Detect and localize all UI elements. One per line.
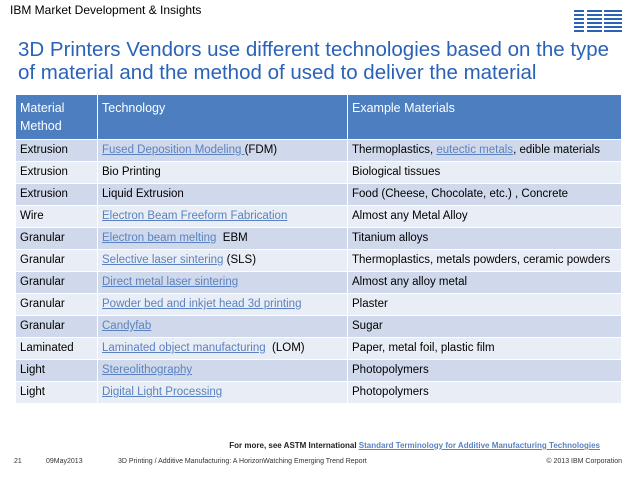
technology-link[interactable]: Candyfab <box>102 320 152 332</box>
cell-technology <box>98 162 348 184</box>
cell-technology <box>98 228 348 250</box>
cell-technology <box>98 184 348 206</box>
cell-example-materials <box>348 294 622 316</box>
header-technology: Technology <box>98 95 348 140</box>
technology-text: Bio Printing <box>102 166 161 178</box>
technology-link[interactable]: Powder bed and inkjet head 3d printing <box>102 298 302 310</box>
cell-example-materials <box>348 228 622 250</box>
cell-example-materials <box>348 316 622 338</box>
technology-link[interactable]: Laminated object manufacturing <box>102 342 266 354</box>
cell-technology <box>98 272 348 294</box>
technology-link[interactable]: Electron Beam Freeform Fabrication <box>102 210 288 222</box>
cell-technology <box>98 294 348 316</box>
cell-material-method: Extrusion <box>16 184 98 206</box>
table-row <box>16 382 622 404</box>
table-row <box>16 162 622 184</box>
materials-text: Paper, metal foil, plastic film <box>352 342 495 354</box>
materials-text: Biological tissues <box>352 166 441 178</box>
cell-material-method: Granular <box>16 272 98 294</box>
ibm-logo <box>574 10 622 32</box>
cell-technology <box>98 140 348 162</box>
cell-material-method: Extrusion <box>16 162 98 184</box>
cell-example-materials <box>348 184 622 206</box>
cell-technology <box>98 382 348 404</box>
materials-link[interactable]: eutectic metals <box>436 144 514 156</box>
cell-example-materials <box>348 382 622 404</box>
cell-technology <box>98 338 348 360</box>
technology-link[interactable]: Direct metal laser sintering <box>102 276 239 288</box>
page-number: 21 <box>14 458 22 465</box>
cell-example-materials <box>348 162 622 184</box>
footer-report-title: 3D Printing / Additive Manufacturing: A HorizonWatching Emerging Trend Report <box>118 458 367 465</box>
technology-link[interactable]: Fused Deposition Modeling <box>102 144 245 156</box>
materials-text: Thermoplastics, <box>352 144 437 156</box>
cell-example-materials <box>348 140 622 162</box>
technology-link[interactable]: Selective laser sintering <box>102 254 224 266</box>
technology-text: Liquid Extrusion <box>102 188 184 200</box>
table-row <box>16 294 622 316</box>
cell-example-materials <box>348 360 622 382</box>
header-material-method: Material Method <box>16 95 98 140</box>
technology-text: (FDM) <box>244 144 278 156</box>
table-row <box>16 184 622 206</box>
cell-example-materials <box>348 338 622 360</box>
cell-material-method: Laminated <box>16 338 98 360</box>
materials-text: Photopolymers <box>352 386 429 398</box>
cell-technology <box>98 250 348 272</box>
cell-material-method: Extrusion <box>16 140 98 162</box>
cell-material-method: Wire <box>16 206 98 228</box>
table-row <box>16 228 622 250</box>
materials-text: Food (Cheese, Chocolate, etc.) , Concrete <box>352 188 569 200</box>
materials-text: Almost any alloy metal <box>352 276 468 288</box>
table-row <box>16 316 622 338</box>
technology-text: (SLS) <box>223 254 257 266</box>
table-row <box>16 338 622 360</box>
cell-material-method: Granular <box>16 228 98 250</box>
cell-technology <box>98 316 348 338</box>
materials-text: Sugar <box>352 320 383 332</box>
footnote-link[interactable]: Standard Terminology for Additive Manufacturing Technologies <box>358 441 600 450</box>
table-row <box>16 140 622 162</box>
materials-text: Almost any Metal Alloy <box>352 210 468 222</box>
technology-text: EBM <box>216 232 248 244</box>
header-text: IBM Market Development & Insights <box>10 3 202 17</box>
cell-example-materials <box>348 250 622 272</box>
cell-material-method: Granular <box>16 316 98 338</box>
table-row <box>16 272 622 294</box>
header-example-materials: Example Materials <box>348 95 622 140</box>
materials-text: Plaster <box>352 298 388 310</box>
footer-copyright: © 2013 IBM Corporation <box>546 458 622 465</box>
cell-material-method: Granular <box>16 250 98 272</box>
cell-technology <box>98 360 348 382</box>
technology-text: (LOM) <box>265 342 305 354</box>
cell-technology <box>98 206 348 228</box>
cell-example-materials <box>348 272 622 294</box>
cell-example-materials <box>348 206 622 228</box>
cell-material-method: Light <box>16 360 98 382</box>
technology-link[interactable]: Electron beam melting <box>102 232 217 244</box>
footer-date: 09May2013 <box>46 458 83 465</box>
materials-text: Thermoplastics, metals powders, ceramic powders <box>352 254 611 266</box>
materials-text-post: , edible materials <box>513 144 600 156</box>
cell-material-method: Light <box>16 382 98 404</box>
materials-text: Titanium alloys <box>352 232 429 244</box>
cell-material-method: Granular <box>16 294 98 316</box>
table-row <box>16 250 622 272</box>
technology-link[interactable]: Digital Light Processing <box>102 386 223 398</box>
table-row <box>16 360 622 382</box>
technology-link[interactable]: Stereolithography <box>102 364 193 376</box>
footnote <box>0 441 638 450</box>
materials-text: Photopolymers <box>352 364 429 376</box>
page-title: 3D Printers Vendors use different technologies based on the type of material and the method of used to deliver the material <box>18 38 610 84</box>
technology-table <box>15 94 622 404</box>
table-header-row <box>16 95 622 140</box>
table-row <box>16 206 622 228</box>
footnote-text: For more, see ASTM International <box>229 441 359 450</box>
